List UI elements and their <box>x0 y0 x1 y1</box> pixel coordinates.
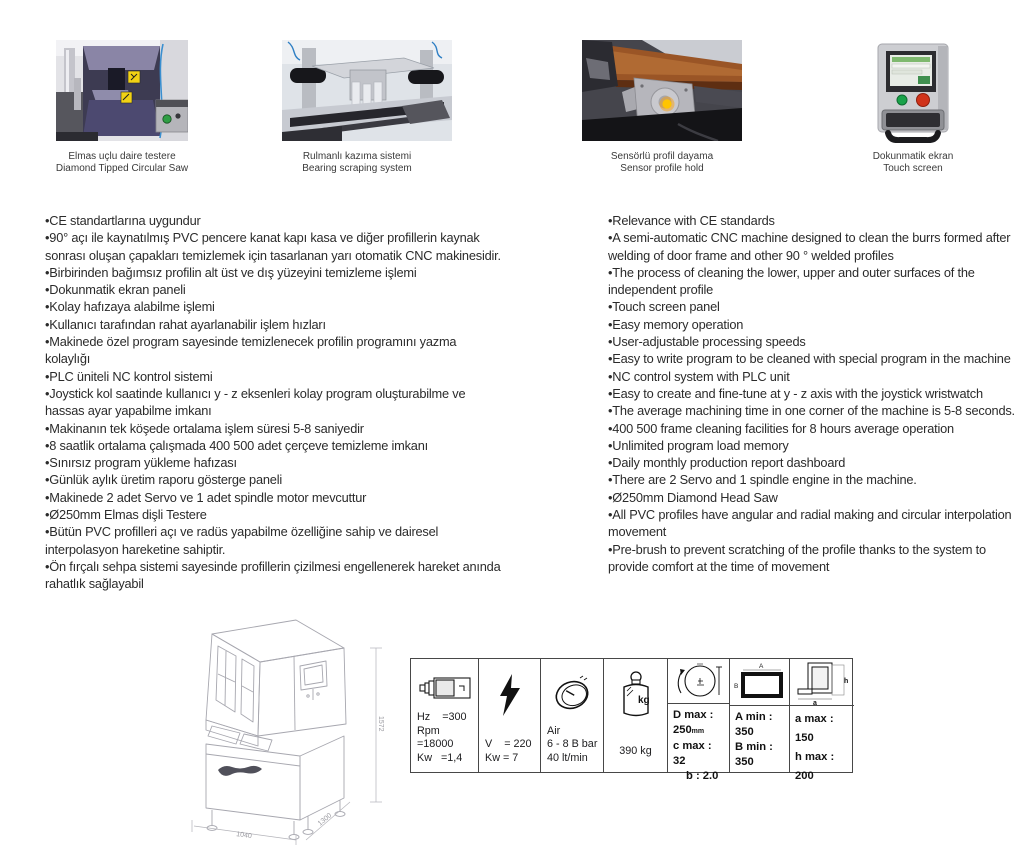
frame-bmin: B min : 350 <box>735 741 773 768</box>
feature-item-en: •Easy to write program to be cleaned with special program in the machine <box>608 351 1011 367</box>
spindle-motor-icon <box>419 675 471 701</box>
caption-en: Diamond Tipped Circular Saw <box>55 162 189 174</box>
profile-label-h: h <box>844 678 849 685</box>
frame-label-b: B <box>733 683 738 690</box>
feature-item-en: •Touch screen panel <box>608 299 720 315</box>
feature-item-tr: •Makinede 2 adet Servo ve 1 adet spindle motor mevcuttur <box>45 489 367 505</box>
dim-depth-label: 1300 <box>316 812 334 828</box>
spindle-kw: Kw =1,4 <box>417 751 463 764</box>
feature-item-en: •Relevance with CE standards <box>608 213 775 228</box>
spec-cell-profile <box>789 659 854 782</box>
brand-logo <box>218 766 262 776</box>
dim-height-label: 1572 <box>377 716 384 732</box>
caption-touch-screen <box>803 151 1023 174</box>
caption-tr: Sensörlü profil dayama <box>610 151 714 162</box>
power-volt: V = 220 <box>485 738 532 751</box>
spec-cell-weight <box>603 659 667 772</box>
weight-value: 390 kg <box>619 744 652 757</box>
caption-bearing-scraper <box>247 151 467 174</box>
blade-b: b : 2.0 <box>686 770 719 782</box>
spec-cell-air <box>540 659 603 772</box>
feature-item-tr: •Birbirinden bağımsız profilin alt üst ve dış yüzeyini temizleme işlemi <box>45 264 417 280</box>
caption-tr: Elmas uçlu daire testere <box>68 151 176 162</box>
feature-item-en: •400 500 frame cleaning facilities for 8 hours average operation <box>608 420 954 436</box>
spec-cell-blade <box>667 659 729 782</box>
profile-specs <box>790 706 854 788</box>
blade-specs <box>668 704 729 786</box>
air-gauge-icon <box>550 675 594 715</box>
spindle-rpm: Rpm =18000 <box>417 724 454 751</box>
feature-item-tr: •90° açı ile kaynatılmış PVC pencere kanat kapı kasa ve diğer profillerin kaynak sonrası oluşan çapakları temizlemek için tasarlanan yarı otomatik CNC makinesidir. <box>45 230 501 263</box>
frame-label-a: A <box>758 663 763 670</box>
feature-item-en: •There are 2 Servo and 1 spindle engine in the machine. <box>608 472 917 488</box>
spec-cell-power <box>478 659 540 772</box>
photo-diamond-saw <box>56 40 188 141</box>
machine-dimension-drawing <box>148 604 404 846</box>
lightning-icon <box>495 673 525 717</box>
features-english <box>608 212 1016 575</box>
photo-touch-screen <box>872 40 954 143</box>
feature-item-tr: •Bütün PVC profilleri açı ve radüs yapabilme özelliğine sahip ve dairesel interpolasyon hareketine sahiptir. <box>45 524 439 557</box>
blade-dmax-unit: mm <box>691 728 705 735</box>
feature-item-tr: •PLC üniteli NC kontrol sistemi <box>45 368 213 384</box>
profile-section-icon <box>794 659 850 705</box>
photo-bearing-scraper <box>282 40 452 141</box>
sensor-hold-photo-illustration <box>582 40 742 141</box>
feature-item-tr: •Ø250mm Elmas dişli Testere <box>45 507 207 523</box>
caption-en: Bearing scraping system <box>302 162 412 174</box>
diamond-saw-photo-illustration <box>56 40 188 141</box>
feature-item-en: •NC control system with PLC unit <box>608 368 790 384</box>
caption-diamond-saw <box>12 151 232 174</box>
spec-cell-spindle <box>411 659 478 772</box>
feature-item-tr: •Ön fırçalı sehpa sistemi sayesinde profillerin çizilmesi engellenerek hareket anında rahatlık sağlayabil <box>45 558 501 592</box>
feature-item-tr: •Sınırsız program yükleme hafızası <box>45 455 237 471</box>
feature-item-tr: •Makinanın tek köşede ortalama işlem süresi 5-8 saniyedir <box>45 420 364 436</box>
frame-amin: A min : 350 <box>735 711 773 738</box>
feature-item-en: •Pre-brush to prevent scratching of the profile thanks to the system to provide comfort at the time of movement <box>608 541 986 574</box>
feature-item-en: •User-adjustable processing speeds <box>608 334 806 350</box>
features-turkish <box>45 212 503 593</box>
caption-en: Touch screen <box>883 162 943 174</box>
spindle-hz: Hz =300 <box>417 711 467 724</box>
feature-item-en: •The average machining time in one corner of the machine is 5-8 seconds. <box>608 403 1015 419</box>
photo-sensor-hold <box>582 40 742 141</box>
feature-item-tr: •8 saatlik ortalama çalışmada 400 500 adet çerçeve temizleme imkanı <box>45 437 428 453</box>
feature-item-tr: •Kullanıcı tarafından rahat ayarlanabilir işlem hızları <box>45 316 326 332</box>
feature-item-en: •Unlimited program load memory <box>608 437 789 453</box>
feature-item-en: •A semi-automatic CNC machine designed to clean the burrs formed after welding of door frame and other 90 ° welded profiles <box>608 230 1011 263</box>
feature-item-en: •Ø250mm Diamond Head Saw <box>608 489 778 505</box>
air-flow: 40 lt/min <box>547 751 588 764</box>
caption-tr: Dokunmatik ekran <box>872 151 954 162</box>
feature-item-en: •The process of cleaning the lower, upper and outer surfaces of the independent profile <box>608 264 975 298</box>
weight-kg-icon-label: kg <box>637 695 650 706</box>
frame-min-icon <box>733 661 787 703</box>
air-specs <box>541 725 603 772</box>
spindle-specs <box>411 711 478 772</box>
feature-item-tr: •Makinede özel program sayesinde temizlenecek profilin programını yazma kolaylığı <box>45 334 457 367</box>
caption-sensor-hold <box>552 151 772 174</box>
feature-item-tr: •Günlük aylık üretim raporu gösterge paneli <box>45 472 283 488</box>
saw-blade-icon <box>673 659 725 703</box>
air-pressure: 6 - 8 B bar <box>547 738 598 751</box>
feature-item-tr: •Joystick kol saatinde kullanıcı y - z eksenleri kolay program oluşturabilme ve hassas ayar yapabilme imkanı <box>45 385 466 419</box>
profile-amax: a max : 150 <box>795 713 834 744</box>
touch-screen-photo-illustration <box>872 40 954 143</box>
profile-label-a: a <box>813 700 817 705</box>
blade-dmax: D max : 250mm <box>673 709 714 736</box>
caption-tr: Rulmanlı kazıma sistemi <box>302 151 412 162</box>
profile-hmax: h max : 200 <box>795 751 835 782</box>
blade-cmax: c max : 32 <box>673 740 712 767</box>
spec-cell-frame <box>729 659 789 772</box>
caption-en: Sensor profile hold <box>620 162 704 174</box>
frame-specs <box>730 706 789 772</box>
bearing-scraper-photo-illustration <box>282 40 452 141</box>
power-specs <box>479 738 540 772</box>
feature-item-tr: •Kolay hafızaya alabilme işlemi <box>45 299 215 315</box>
feature-item-en: •All PVC profiles have angular and radial making and circular interpolation movement <box>608 507 1012 540</box>
spec-table <box>410 658 853 782</box>
air-label: Air <box>547 724 561 737</box>
feature-item-en: •Easy memory operation <box>608 316 744 332</box>
dim-width-label: 1040 <box>235 831 253 841</box>
weight-icon <box>616 671 656 719</box>
feature-item-en: •Easy to create and fine-tune at y - z axis with the joystick wristwatch <box>608 385 983 401</box>
feature-item-en: •Daily monthly production report dashboard <box>608 455 846 471</box>
feature-item-tr: •Dokunmatik ekran paneli <box>45 282 186 298</box>
feature-item-tr: •CE standartlarına uygundur <box>45 213 201 228</box>
power-kw: Kw = 7 <box>485 751 519 764</box>
machine-isometric-drawing <box>148 604 404 846</box>
